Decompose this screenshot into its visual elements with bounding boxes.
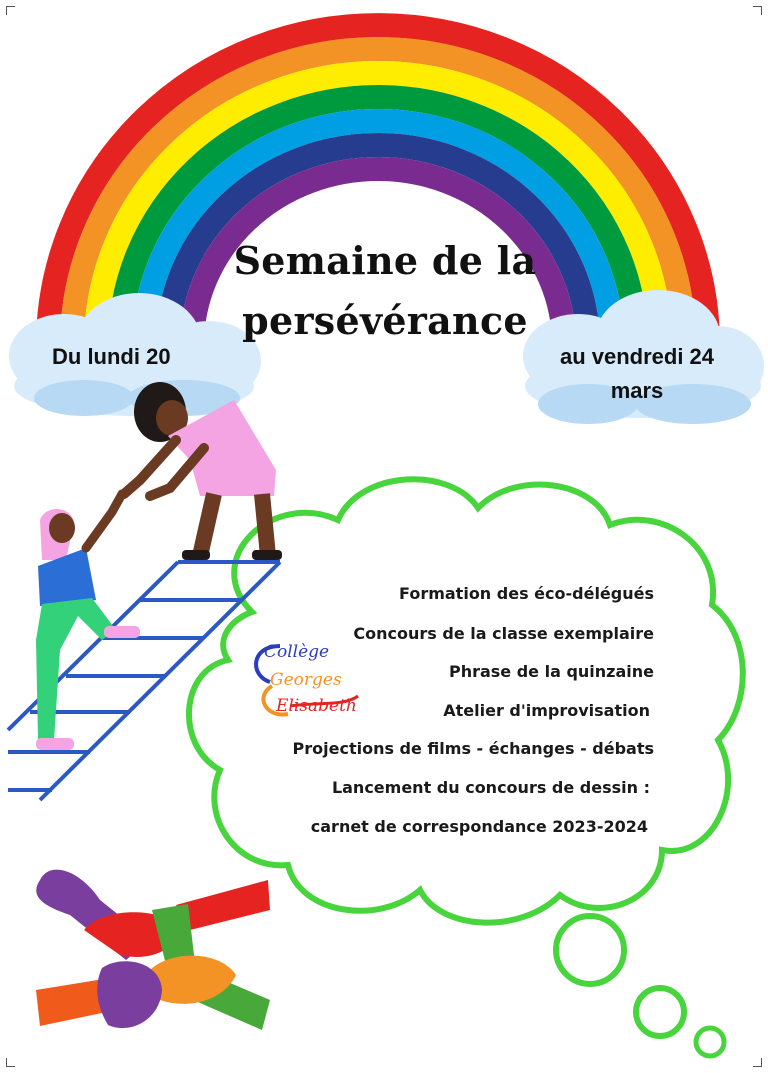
logo-line2: Georges <box>270 670 342 690</box>
activity-classe-exemplaire: Concours de la classe exemplaire <box>353 624 654 643</box>
crop-mark-bottom-left <box>6 1058 15 1067</box>
logo-line3: Elisabeth <box>276 696 357 716</box>
activity-phrase-quinzaine: Phrase de la quinzaine <box>448 662 654 681</box>
crop-mark-top-right <box>753 6 762 15</box>
poster-title-line1: Semaine de la <box>233 238 537 283</box>
activity-improvisation: Atelier d'improvisation <box>443 701 650 720</box>
date-end-line1: au vendredi 24 <box>559 344 715 369</box>
crop-mark-bottom-right <box>753 1058 762 1067</box>
logo-line1: Collège <box>264 642 330 662</box>
date-start: Du lundi 20 <box>52 344 171 369</box>
activity-eco-delegues: Formation des éco-délégués <box>399 584 654 603</box>
poster-title-line2: persévérance <box>242 298 528 343</box>
activity-carnet: carnet de correspondance 2023-2024 <box>310 817 648 836</box>
activity-projections: Projections de films - échanges - débats <box>292 739 654 758</box>
date-end-line2: mars <box>610 378 664 403</box>
crop-mark-top-left <box>6 6 15 15</box>
activity-concours-dessin: Lancement du concours de dessin : <box>331 778 650 797</box>
